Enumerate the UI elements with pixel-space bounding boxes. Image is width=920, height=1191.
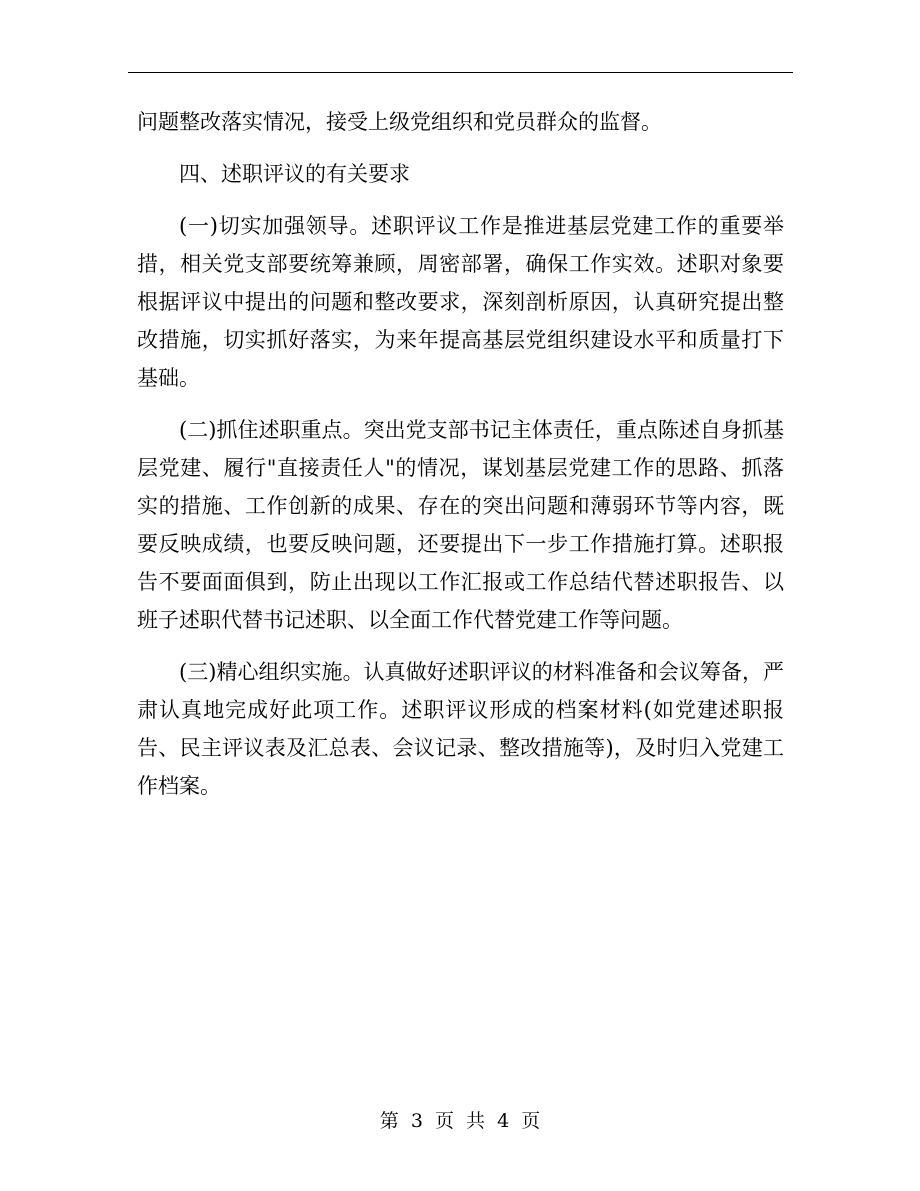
total-unit: 页 bbox=[521, 1110, 541, 1132]
paragraph-implementation: (三)精心组织实施。认真做好述职评议的材料准备和会议筹备，严肃认真地完成好此项工作。述职评议形成的档案材料(如党建述职报告、民主评议表及汇总表、会议记录、整改措施等)，及时归入党建工作档案。 bbox=[137, 660, 784, 798]
total-pages: 4 bbox=[497, 1110, 510, 1132]
document-body bbox=[137, 103, 784, 819]
total-prefix: 共 bbox=[466, 1110, 486, 1132]
page-footer bbox=[0, 1107, 920, 1135]
page-number: 3 bbox=[410, 1110, 423, 1132]
paragraph-key-points: (二)抓住述职重点。突出党支部书记主体责任，重点陈述自身抓基层党建、履行"直接责任人"的情况，谋划基层党建工作的思路、抓落实的措施、工作创新的成果、存在的突出问题和薄弱环节等内容，既要反映成绩，也要反映问题，还要提出下一步工作措施打算。述职报告不要面面俱到，防止出现以工作汇报或工作总结代替述职报告、以班子述职代替书记述职、以全面工作代替党建工作等问题。 bbox=[137, 418, 784, 632]
header-rule bbox=[128, 72, 793, 73]
section-heading: 四、述职评议的有关要求 bbox=[179, 162, 410, 186]
paragraph-leadership: (一)切实加强领导。述职评议工作是推进基层党建工作的重要举措，相关党支部要统筹兼顾，周密部署，确保工作实效。述职对象要根据评议中提出的问题和整改要求，深刻剖析原因，认真研究提出整改措施，切实抓好落实，为来年提高基层党组织建设水平和质量打下基础。 bbox=[137, 214, 784, 390]
page-unit: 页 bbox=[434, 1110, 454, 1132]
page-prefix: 第 bbox=[379, 1110, 399, 1132]
paragraph-continuation: 问题整改落实情况，接受上级党组织和党员群众的监督。 bbox=[137, 110, 662, 134]
